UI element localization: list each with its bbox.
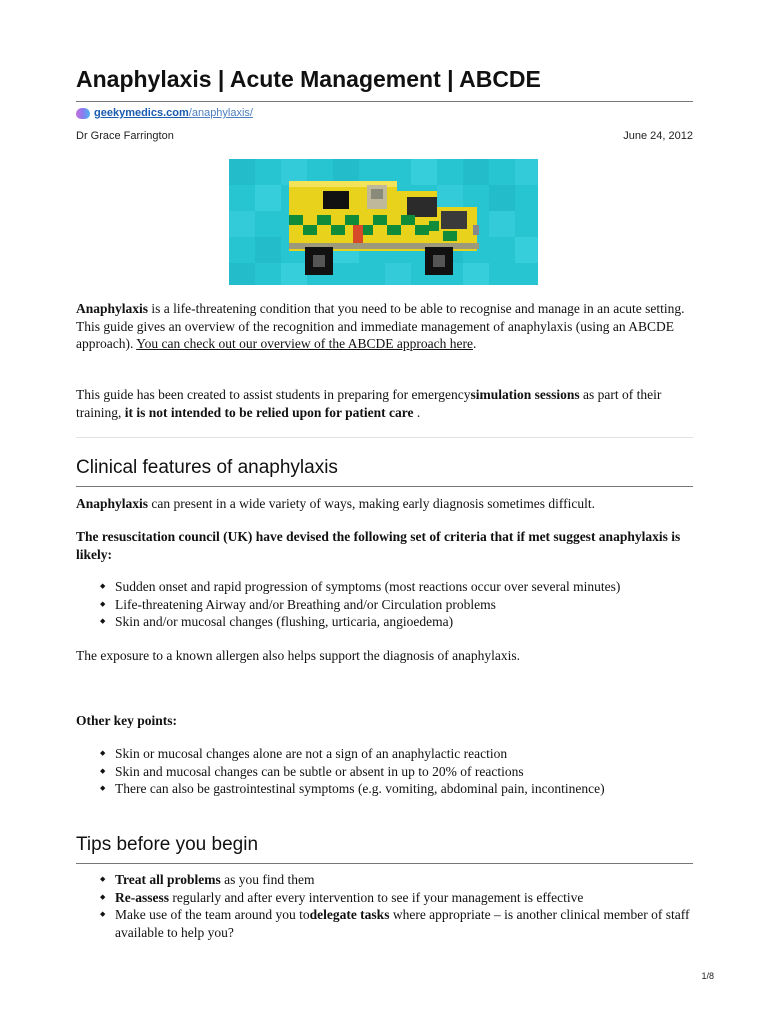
clinical-intro-text: can present in a wide variety of ways, making early diagnosis sometimes difficult.: [148, 496, 596, 511]
source-path[interactable]: /anaphylaxis/: [188, 107, 253, 119]
key-points-heading: Other key points:: [76, 713, 178, 728]
exposure-paragraph: The exposure to a known allergen also helps support the diagnosis of anaphylaxis.: [76, 648, 521, 663]
author: Dr Grace Farrington: [76, 130, 174, 142]
tip-text: where appropriate – is another clinical member of staff available to help you?: [115, 907, 690, 940]
disclaimer-paragraph: [76, 386, 693, 421]
criteria-heading: The resuscitation council (UK) have devised the following set of criteria that if met suggest anaphylaxis is likely:: [76, 529, 681, 562]
list-item: [76, 889, 693, 907]
abcde-link[interactable]: You can check out our overview of the ABCDE approach here: [136, 336, 474, 351]
tip-bold: Re-assess: [115, 889, 169, 905]
intro-end: .: [473, 336, 477, 351]
section-divider: [76, 437, 693, 438]
list-item: ◆ Life-threatening Airway and/or Breathing and/or Circulation problems: [76, 596, 693, 614]
clinical-heading: Clinical features of anaphylaxis: [76, 457, 693, 487]
byline: [76, 130, 693, 142]
tip-pre: Make use of the team around you to: [115, 907, 310, 922]
publish-date: June 24, 2012: [623, 130, 693, 142]
ambulance-image: [229, 159, 538, 285]
clinical-intro-bold: Anaphylaxis: [76, 496, 149, 511]
intro-text: is a life-threatening condition that you need to be able to recognise and manage in an acute setting. This guide gives an overview of the recognition and immediate management of anaphylaxis (using an ABCDE approach).: [76, 301, 685, 351]
page-title: Anaphylaxis | Acute Management | ABCDE: [76, 66, 693, 102]
disclaimer-bold-1: simulation sessions: [470, 387, 580, 402]
key-points-list: [76, 745, 693, 798]
disclaimer-text-2: as part of their training,: [76, 387, 662, 420]
disclaimer-text-3: .: [413, 404, 421, 420]
tip-text: as you find them: [220, 872, 315, 887]
list-item: ◆ Skin and mucosal changes can be subtle or absent in up to 20% of reactions: [76, 763, 693, 781]
brain-logo-icon: [76, 108, 90, 119]
page-number: 1/8: [701, 971, 714, 981]
list-item: ◆ There can also be gastrointestinal symptoms (e.g. vomiting, abdominal pain, incontinence): [76, 780, 693, 798]
source-domain[interactable]: geekymedics.com: [94, 107, 189, 119]
source-link[interactable]: [76, 107, 253, 119]
list-item: ◆ Skin or mucosal changes alone are not a sign of an anaphylactic reaction: [76, 745, 693, 763]
tips-list: [76, 871, 693, 941]
intro-paragraph: [76, 300, 693, 353]
intro-bold: Anaphylaxis: [76, 301, 149, 316]
disclaimer-text-1: This guide has been created to assist students in preparing for emergency: [76, 387, 471, 402]
tips-heading: Tips before you begin: [76, 834, 693, 864]
list-item: [76, 871, 693, 889]
list-item: [76, 906, 693, 941]
list-item: ◆ Skin and/or mucosal changes (flushing, urticaria, angioedema): [76, 613, 693, 631]
disclaimer-bold-2: it is not intended to be relied upon for patient care: [124, 404, 414, 420]
clinical-intro: [76, 495, 693, 513]
tip-bold: delegate tasks: [309, 907, 390, 922]
tip-bold: Treat all problems: [115, 872, 221, 887]
tip-text: regularly and after every intervention to see if your management is effective: [169, 889, 584, 905]
list-item: ◆ Sudden onset and rapid progression of symptoms (most reactions occur over several minutes): [76, 578, 693, 596]
criteria-list: [76, 578, 693, 631]
